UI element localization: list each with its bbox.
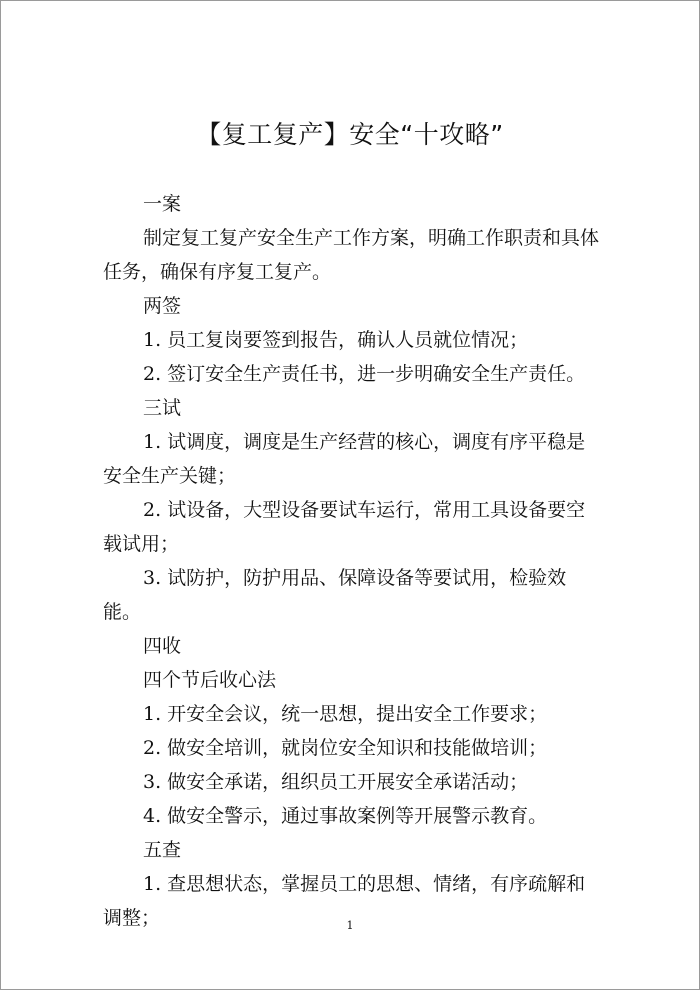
list-item: 2. 做安全培训，就岗位安全知识和技能做培训；: [143, 737, 548, 759]
list-item: 1. 员工复岗要签到报告，确认人员就位情况；: [143, 329, 529, 351]
section-heading-four: 四收: [143, 635, 182, 657]
list-item: 1. 试调度，调度是生产经营的核心，调度有序平稳是安全生产关键；: [103, 431, 586, 487]
list-item: 1. 开安全会议，统一思想，提出安全工作要求；: [143, 703, 548, 725]
section-heading-one: 一案: [143, 193, 182, 215]
document-body: [103, 187, 603, 935]
subheading: 四个节后收心法: [143, 669, 277, 691]
section-heading-two: 两签: [143, 295, 182, 317]
section-heading-three: 三试: [143, 397, 182, 419]
list-item: 2. 试设备，大型设备要试车运行，常用工具设备要空载试用；: [103, 499, 586, 555]
list-item: 1. 查思想状态，掌握员工的思想、情绪，有序疏解和调整；: [103, 873, 586, 929]
list-item: 3. 做安全承诺，组织员工开展安全承诺活动；: [143, 771, 529, 793]
document-title: 【复工复产】安全“十攻略”: [196, 120, 504, 149]
paragraph: 制定复工复产安全生产工作方案，明确工作职责和具体任务，确保有序复工复产。: [103, 227, 600, 283]
list-item: 4. 做安全警示，通过事故案例等开展警示教育。: [143, 805, 548, 827]
list-item: 3. 试防护，防护用品、保障设备等要试用，检验效能。: [103, 567, 567, 623]
section-heading-five: 五查: [143, 839, 182, 861]
page-number: 1: [346, 919, 354, 932]
list-item: 2. 签订安全生产责任书，进一步明确安全生产责任。: [143, 363, 586, 385]
